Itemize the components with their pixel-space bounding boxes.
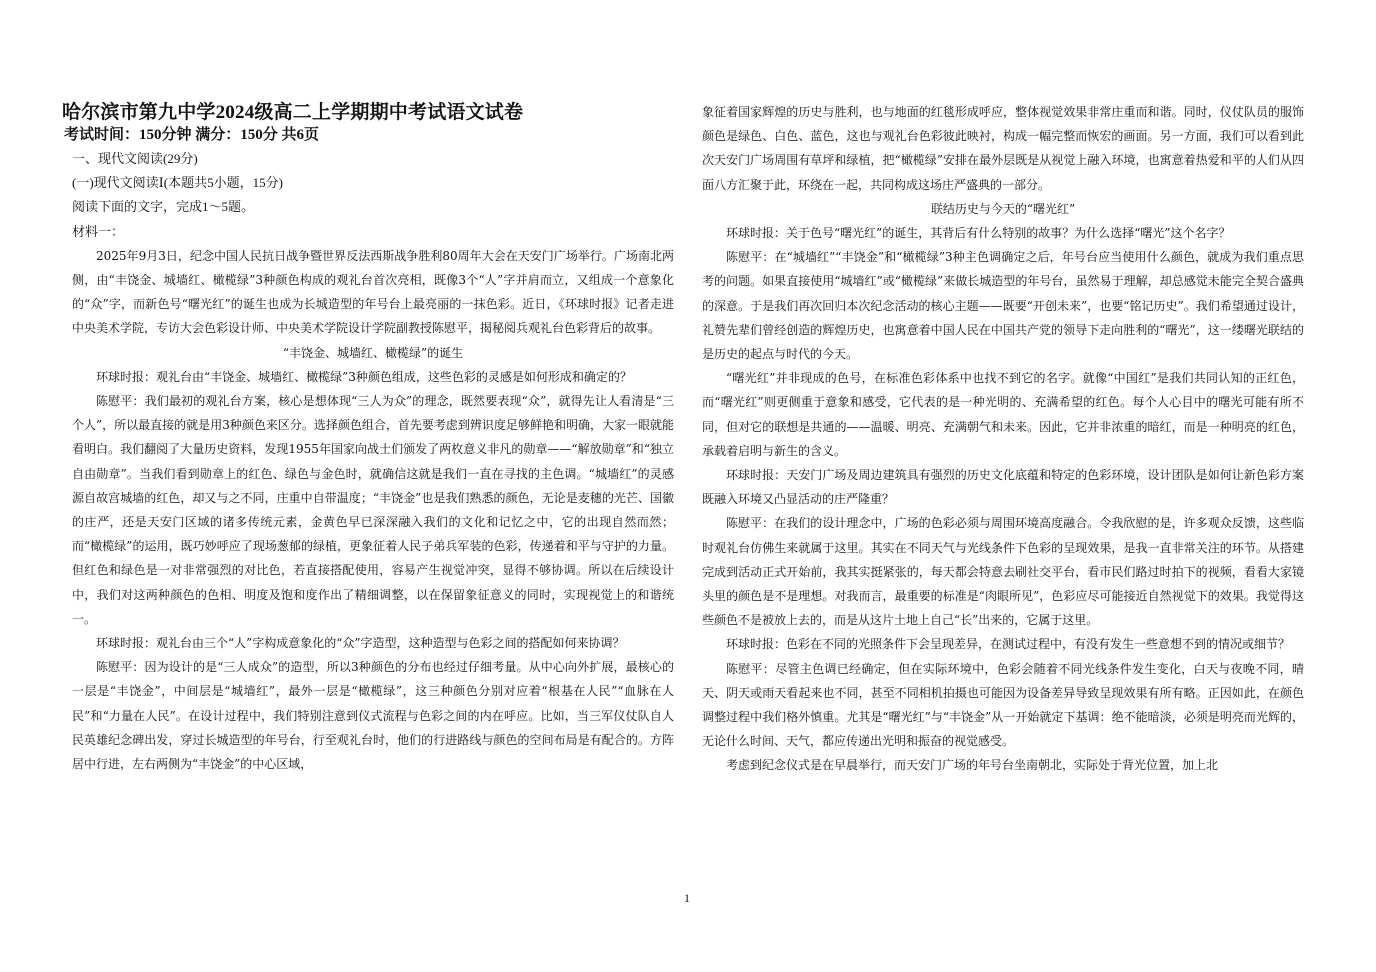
interview-question: 环球时报：观礼台由“丰饶金、城墙红、橄榄绿”3种颜色组成，这些色彩的灵感是如何形成和确定的？: [96, 369, 632, 384]
interview-question: 环球时报：天安门广场及周边建筑具有强烈的历史文化底蕴和特定的色彩环境，设计团队是如何让新色彩方案既融入环境又凸显活动的庄严隆重？: [702, 468, 1304, 507]
interview-answer: 陈慰平：在我们的设计理念中，广场的色彩必须与周围环境高度融合。令我欣慰的是，许多观众反馈，这些临时观礼台仿佛生来就属于这里。其实在不同天气与光线条件下色彩的呈现效果，是我一直非常关注的环节。从搭建完成到活动正式开始前，我其实挺紧张的，每天都会特意去刷社交平台，看市民们路过时拍下的视频，看看大家镜头里的颜色是不是理想。对我而言，最重要的标准是“肉眼所见”，色彩应尽可能接近自然视觉下的效果。我觉得这些颜色不是被放上去的，而是从这片土地上自己“长”出来的，它属于这里。: [702, 516, 1304, 628]
material-label: 材料一：: [72, 223, 125, 239]
interview-question: 环球时报：观礼台由三个“人”字构成意象化的“众”字造型，这种造型与色彩之间的搭配如何来协调？: [96, 636, 625, 651]
interview-answer: 陈慰平：尽管主色调已经确定，但在实际环境中，色彩会随着不同光线条件发生变化，白天与夜晚不同，晴天、阴天或雨天看起来也不同，甚至不同相机拍摄也可能因为设备差异导致呈现效果有所有略。正因如此，在颜色调整过程中我们格外慎重。尤其是“曙光红”与“丰饶金”从一开始就定下基调：绝不能暗淡，必须是明亮而光辉的，无论什么时间、天气，都应传递出光明和振奋的视觉感受。: [702, 661, 1304, 749]
paragraph: “曙光红”并非现成的色号，在标准色彩体系中也找不到它的名字。就像“中国红”是我们共同认知的正红色，而“曙光红”则更侧重于意象和感受，它代表的是一种光明的、充满希望的红色。每个人心目中的曙光可能有所不同，但对它的联想是共通的——温暖、明亮、充满朝气和未来。因此，它并非浓重的暗红，而是一种明亮的红色，承载着启明与新生的含义。: [702, 371, 1304, 458]
article-subheading: 联结历史与今天的“曙光红”: [930, 201, 1076, 216]
exam-title: 哈尔滨市第九中学2024级高二上学期期中考试语文试卷: [62, 102, 524, 123]
paragraph: 2025年9月3日，纪念中国人民抗日战争暨世界反法西斯战争胜利80周年大会在天安门广场举行。广场南北两侧，由“丰饶金、城墙红、橄榄绿”3种颜色构成的观礼台首次亮相，既像3个“人”字并肩而立，又组成一个意象化的“众”字，而新色号“曙光红”的诞生也成为长城造型的年号台上最亮丽的一抹色彩。近日，《环球时报》记者走进中央美术学院，专访大会色彩设计师、中央美术学院设计学院副教授陈慰平，揭秘阅兵观礼台色彩背后的故事。: [72, 248, 674, 336]
section-heading: 一、现代文阅读(29分): [72, 151, 198, 166]
interview-answer: 陈慰平：因为设计的是“三人成众”的造型，所以3种颜色的分布也经过仔细考量。从中心向外扩展，最核心的一层是“丰饶金”，中间层是“城墙红”，最外一层是“橄榄绿”，这三种颜色分别对应着“根基在人民”“血脉在人民”和“力量在人民”。在设计过程中，我们特别注意到仪式流程与色彩之间的内在呼应。比如，当三军仪仗队自人民英雄纪念碑出发，穿过长城造型的年号台，行至观礼台时，他们的行进路线与颜色的空间布局是有配合的。方阵居中行进，左右两侧为“丰饶金”的中心区域，: [72, 660, 674, 772]
interview-answer: 陈慰平：在“城墙红”“丰饶金”和“橄榄绿”3种主色调确定之后，年号台应当使用什么颜色，就成为我们重点思考的问题。如果直接使用“城墙红”或“橄榄绿”来做长城造型的年号台，虽然易于理解，却总感觉未能完全契合盛典的深意。于是我们再次回归本次纪念活动的核心主题——既要“开创未来”，也要“铭记历史”。我们希望通过设计，礼赞先辈们曾经创造的辉煌历史，也寓意着中国人民在中国共产党的领导下走向胜利的“曙光”，这一缕曙光联结的是历史的起点与时代的今天。: [702, 250, 1304, 362]
left-body: [72, 147, 674, 776]
page-number: 1: [684, 891, 690, 905]
article-subheading: “丰饶金、城墙红、橄榄绿”的诞生: [282, 345, 464, 360]
paragraph: 考虑到纪念仪式是在早晨举行，而天安门广场的年号台坐南朝北，实际处于背光位置，加上北: [726, 758, 1219, 773]
interview-question: 环球时报：色彩在不同的光照条件下会呈现差异，在测试过程中，有没有发生一些意想不到的情况或细节？: [726, 637, 1291, 652]
right-body: [702, 100, 1304, 778]
paragraph: 象征着国家辉煌的历史与胜利，也与地面的红毯形成呼应，整体视觉效果非常庄重而和谐。同时，仪仗队员的服饰颜色是绿色、白色、蓝色，这也与观礼台色彩彼此映衬，构成一幅完整而恢宏的画面。另一方面，我们可以看到此次天安门广场周围有草坪和绿植，把“橄榄绿”安排在最外层既是从视觉上融入环境，也寓意着热爱和平的人们从四面八方汇聚于此，环绕在一起，共同构成这场庄严盛典的一部分。: [702, 105, 1304, 192]
interview-question: 环球时报：关于色号“曙光红”的诞生，其背后有什么特别的故事？为什么选择“曙光”这个名字？: [726, 226, 1231, 241]
exam-subtitle: 考试时间：150分钟 满分：150分 共6页: [64, 127, 320, 143]
reading-instruction: 阅读下面的文字，完成1～5题。: [72, 199, 255, 215]
interview-answer: 陈慰平：我们最初的观礼台方案，核心是想体现“三人为众”的理念，既然要表现“众”，就得先让人看清是“三个人”，所以最直接的就是用3种颜色来区分。选择颜色组合，首先要考虑到辨识度足够鲜艳和明确，大家一眼就能看明白。我们翻阅了大量历史资料，发现1955年国家向战士们颁发了两枚意义非凡的勋章——“解放勋章”和“独立自由勋章”。当我们看到勋章上的红色、绿色与金色时，就确信这就是我们一直在寻找的主色调。“城墙红”的灵感源自故宫城墙的红色，却又与之不同，庄重中自带温度；“丰饶金”也是我们熟悉的颜色，无论是麦穗的光芒、国徽的庄严，还是天安门区域的诸多传统元素，金黄色早已深深融入我们的文化和记忆之中，它的出现自然而然；而“橄榄绿”的运用，既巧妙呼应了现场葱郁的绿植，更象征着人民子弟兵军装的色彩，传递着和平与守护的力量。但红色和绿色是一对非常强烈的对比色，若直接搭配使用，容易产生视觉冲突，显得不够协调。所以在后续设计中，我们对这两种颜色的色相、明度及饱和度作出了精细调整，以在保留象征意义的同时，实现视觉上的和谐统一。: [72, 394, 674, 626]
subsection-heading: (一)现代文阅读Ⅰ(本题共5小题，15分): [72, 175, 283, 191]
